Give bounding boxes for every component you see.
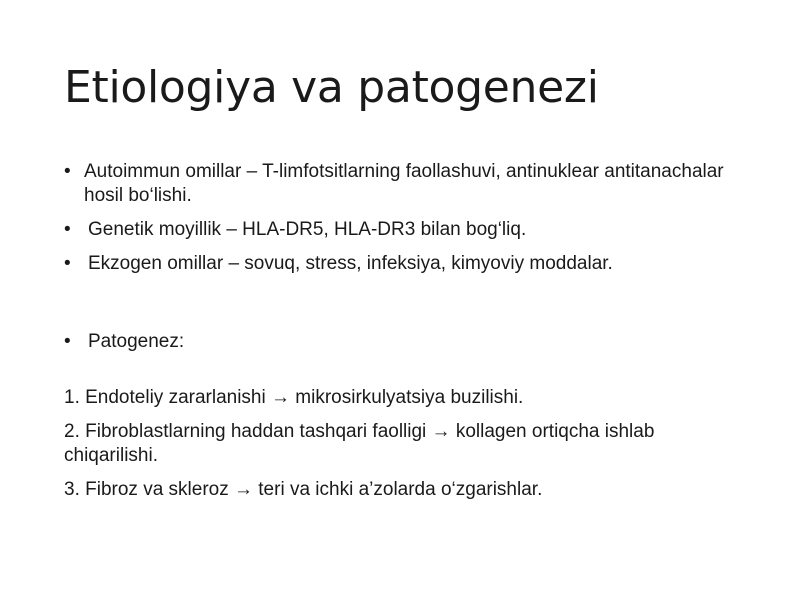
step-item: 1. Endoteliy zararlanishi → mikrosirkulyatsiya buzilishi. (64, 387, 524, 408)
section-spacer (64, 364, 736, 386)
bullet-list (64, 160, 736, 354)
bullet-item (64, 252, 736, 276)
bullet-icon: • (64, 161, 71, 182)
pathogenesis-steps (64, 386, 736, 502)
pathogenesis-heading (64, 330, 736, 354)
bullet-text: Autoimmun omillar – T-limfotsitlarning faollashuvi, antinuklear antitanachalar hosil bo‘lishi. (84, 161, 724, 206)
bullet-item (64, 218, 736, 242)
slide-body (64, 160, 736, 512)
bullet-icon: • (64, 219, 71, 240)
bullet-spacer (64, 286, 736, 330)
step-item: 2. Fibroblastlarning haddan tashqari faolligi → kollagen ortiqcha ishlab chiqarilishi. (64, 421, 655, 466)
slide-title: Etiologiya va patogenezi (64, 62, 599, 113)
bullet-icon: • (64, 331, 71, 352)
bullet-text: Ekzogen omillar – sovuq, stress, infeksiya, kimyoviy moddalar. (88, 253, 613, 274)
bullet-icon: • (64, 253, 71, 274)
bullet-item (64, 160, 736, 208)
pathogenesis-label: Patogenez: (88, 331, 185, 352)
step-item: 3. Fibroz va skleroz → teri va ichki a’zolarda o‘zgarishlar. (64, 479, 543, 500)
bullet-text: Genetik moyillik – HLA-DR5, HLA-DR3 bilan bog‘liq. (88, 219, 527, 240)
